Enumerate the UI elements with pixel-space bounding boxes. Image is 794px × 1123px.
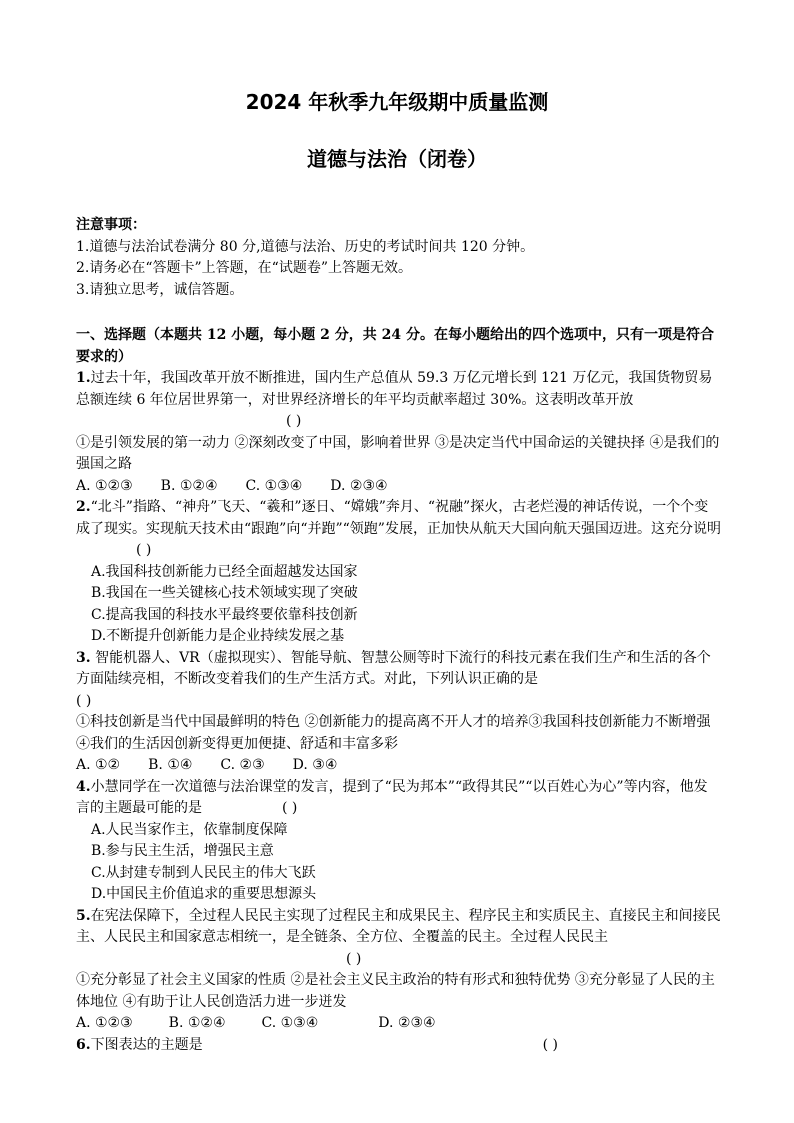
question-1 [76,368,721,433]
question-3 [76,648,721,691]
answer-paren: ( ) [136,542,152,558]
question-number: 6. [76,1036,91,1053]
question-statements: ①是引领发展的第一动力 ②深刻改变了中国，影响着世界 ③是决定当代中国命运的关键抉择 ④是我们的强国之路 [76,434,720,472]
question-stem: 过去十年，我国改革开放不断推进，国内生产总值从 59.3 万亿元增长到 121 万亿元，我国货物贸易总额连续 6 年位居世界第一，对世界经济增长的年平均贡献率超过 30%。这表明改革开放 [76,370,713,408]
choice-b: B. ①②④ [168,1015,226,1031]
notice-item: 2.请务必在“答题卡”上答题，在“试题卷”上答题无效。 [76,260,412,276]
question-choices [76,1013,721,1035]
question-choices [76,476,721,498]
choice-d: D. ②③④ [378,1015,436,1031]
answer-paren: ( ) [542,1036,558,1053]
question-stem: 下图表达的主题是 [90,1036,203,1053]
choice-c: C. ②③ [220,757,265,773]
question-2 [76,497,721,562]
question-number: 2. [76,499,91,515]
option-d: D.中国民主价值追求的重要思想源头 [91,886,317,902]
choice-b: B. ①④ [148,757,193,773]
question-5 [76,906,721,971]
answer-paren: ( ) [346,950,362,967]
notice-heading: 注意事项： [76,217,146,233]
option-c: C.从封建专制到人民民主的伟大飞跃 [91,864,316,881]
question-number: 1. [76,370,91,386]
question-statements: ①充分彰显了社会主义国家的性质 ②是社会主义民主政治的特有形式和独特优势 ③充分彰显了人民的主体地位 ④有助于让人民创造活力进一步迸发 [76,972,715,1010]
exam-subtitle: 道德与法治（闭卷） [307,147,487,171]
choice-c: C. ①③④ [261,1015,319,1031]
option-b: B.参与民主生活，增强民主意 [91,843,274,859]
option-a: A.我国科技创新能力已经全面超越发达国家 [91,563,358,580]
option-c: C.提高我国的科技水平最终要依靠科技创新 [91,606,358,623]
choice-a: A. ①②③ [76,477,133,494]
choice-a: A. ①②③ [76,1015,133,1031]
choice-b: B. ①②④ [160,477,218,494]
question-number: 4. [76,778,91,795]
question-stem: 智能机器人、VR（虚拟现实）、智能导航、智慧公厕等时下流行的科技元素在我们生产和生活的各个方面陆续亮相，不断改变着我们的生产生活方式。对此，下列认识正确的是 [76,649,711,687]
question-stem: 小慧同学在一次道德与法治课堂的发言，提到了“民为邦本”“政得其民”“以百姓心为心”等内容，他发言的主题最可能的是 [76,778,708,816]
answer-paren: ( ) [76,692,92,709]
option-a: A.人民当家作主，依靠制度保障 [91,821,288,838]
question-6 [76,1035,721,1057]
question-4 [76,777,721,820]
question-number: 5. [76,907,91,924]
option-d: D.不断提升创新能力是企业持续发展之基 [91,628,345,644]
choice-d: D. ②③④ [330,477,388,494]
question-choices [76,755,721,777]
answer-paren: ( ) [286,413,302,429]
choice-d: D. ③④ [292,757,338,773]
section-heading: 一、选择题（本题共 12 小题，每小题 2 分，共 24 分。在每小题给出的四个选项中，只有一项是符合要求的） [76,327,714,365]
choice-a: A. ①② [76,757,121,773]
question-statements: ①科技创新是当代中国最鲜明的特色 ②创新能力的提高离不开人才的培养③我国科技创新能力不断增强 ④我们的生活因创新变得更加便捷、舒适和丰富多彩 [76,714,711,752]
question-number: 3. [76,649,91,666]
exam-content [76,215,721,1056]
exam-title: 2024 年秋季九年级期中质量监测 [245,90,549,114]
answer-paren: ( ) [282,800,298,816]
question-stem: 在宪法保障下，全过程人民民主实现了过程民主和成果民主、程序民主和实质民主、直接民主和间接民主、人民民主和国家意志相统一，是全链条、全方位、全覆盖的民主。全过程人民民主 [76,907,721,945]
question-stem: “北斗”指路、“神舟”飞天、“羲和”逐日、“嫦娥”奔月、“祝融”探火，古老烂漫的神话传说，一个个变成了现实。实现航天技术由“跟跑”向“并跑”“领跑”发展，正加快从航天大国向航天强国迈进。这充分说明 [76,499,721,537]
choice-c: C. ①③④ [245,477,303,494]
option-b: B.我国在一些关键核心技术领域实现了突破 [91,585,358,601]
notice-item: 3.请独立思考，诚信答题。 [76,281,244,298]
notice-item: 1.道德与法治试卷满分 80 分,道德与法治、历史的考试时间共 120 分钟。 [76,238,535,255]
